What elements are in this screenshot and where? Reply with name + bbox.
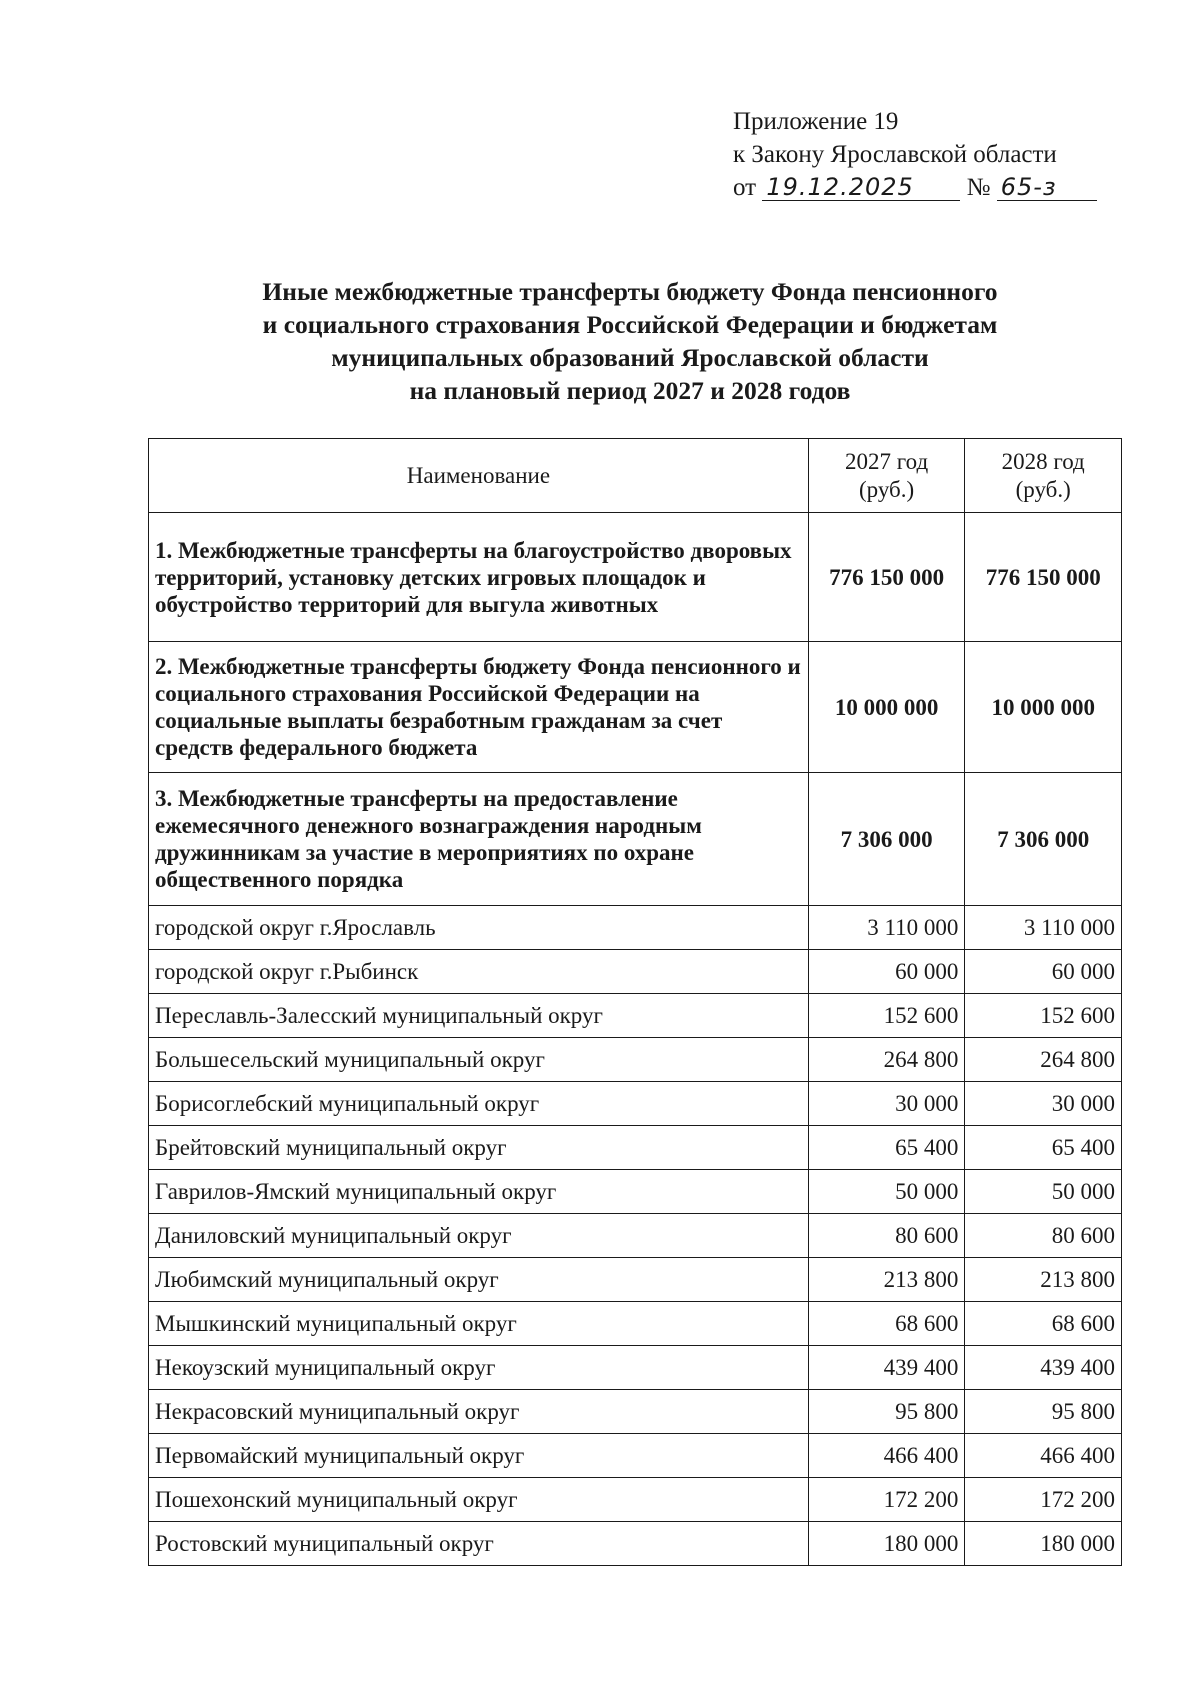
header-year-2028 (965, 439, 1122, 513)
section-amount-2028: 10 000 000 (965, 642, 1122, 773)
table-row (149, 1478, 1122, 1522)
title-line-4: на плановый период 2027 и 2028 годов (409, 376, 851, 405)
amount-2027: 30 000 (808, 1082, 965, 1126)
section-row (149, 773, 1122, 906)
amount-2028: 466 400 (965, 1434, 1122, 1478)
amount-2028: 50 000 (965, 1170, 1122, 1214)
section-amount-2028: 7 306 000 (965, 773, 1122, 906)
municipality-name: городской округ г.Рыбинск (149, 950, 809, 994)
amount-2028: 68 600 (965, 1302, 1122, 1346)
handwritten-date: 19.12.2025 (762, 174, 960, 201)
header-year-2027-label: 2027 год (845, 448, 929, 474)
municipality-name: Гаврилов-Ямский муниципальный округ (149, 1170, 809, 1214)
amount-2028: 213 800 (965, 1258, 1122, 1302)
amount-2027: 3 110 000 (808, 906, 965, 950)
municipality-name: городской округ г.Ярославль (149, 906, 809, 950)
table-row (149, 1082, 1122, 1126)
municipality-name: Пошехонский муниципальный округ (149, 1478, 809, 1522)
section-name: 1. Межбюджетные трансферты на благоустройство дворовых территорий, установку детских игровых площадок и обустройство территорий для выгула животных (149, 513, 809, 642)
amount-2027: 466 400 (808, 1434, 965, 1478)
amount-2027: 439 400 (808, 1346, 965, 1390)
municipality-name: Даниловский муниципальный округ (149, 1214, 809, 1258)
amount-2028: 152 600 (965, 994, 1122, 1038)
table-row (149, 1126, 1122, 1170)
appendix-number: Приложение 19 (733, 108, 899, 135)
amount-2027: 172 200 (808, 1478, 965, 1522)
amount-2028: 65 400 (965, 1126, 1122, 1170)
appendix-date-line (733, 171, 1097, 204)
table-row (149, 1214, 1122, 1258)
from-label: от (733, 174, 757, 201)
table-row (149, 1170, 1122, 1214)
header-year-2028-label: 2028 год (1001, 448, 1085, 474)
number-sign: № (966, 174, 991, 201)
amount-2028: 180 000 (965, 1522, 1122, 1566)
section-amount-2027: 10 000 000 (808, 642, 965, 773)
municipality-name: Первомайский муниципальный округ (149, 1434, 809, 1478)
amount-2027: 80 600 (808, 1214, 965, 1258)
table-row (149, 1302, 1122, 1346)
section-name: 2. Межбюджетные трансферты бюджету Фонда пенсионного и социального страхования Российской Федерации на социальные выплаты безработным гражданам за счет средств федерального бюджета (149, 642, 809, 773)
municipality-name: Брейтовский муниципальный округ (149, 1126, 809, 1170)
municipality-name: Большесельский муниципальный округ (149, 1038, 809, 1082)
document-title (150, 275, 1110, 407)
municipality-name: Переславль-Залесский муниципальный округ (149, 994, 809, 1038)
table-row (149, 1258, 1122, 1302)
title-line-2: и социального страхования Российской Федерации и бюджетам (262, 310, 998, 339)
section-amount-2028: 776 150 000 (965, 513, 1122, 642)
title-line-1: Иные межбюджетные трансферты бюджету Фонда пенсионного (262, 277, 998, 306)
municipality-name: Борисоглебский муниципальный округ (149, 1082, 809, 1126)
section-name: 3. Межбюджетные трансферты на предоставление ежемесячного денежного вознаграждения народным дружинникам за участие в мероприятиях по охране общественного порядка (149, 773, 809, 906)
amount-2027: 68 600 (808, 1302, 965, 1346)
appendix-block (733, 105, 1097, 204)
amount-2027: 213 800 (808, 1258, 965, 1302)
section-amount-2027: 776 150 000 (808, 513, 965, 642)
table-row (149, 950, 1122, 994)
header-year-2028-unit: (руб.) (1015, 476, 1071, 502)
amount-2028: 80 600 (965, 1214, 1122, 1258)
municipality-name: Некоузский муниципальный округ (149, 1346, 809, 1390)
transfers-table (148, 438, 1122, 1566)
amount-2028: 172 200 (965, 1478, 1122, 1522)
section-row (149, 642, 1122, 773)
header-name: Наименование (149, 439, 809, 513)
amount-2028: 30 000 (965, 1082, 1122, 1126)
table-row (149, 994, 1122, 1038)
amount-2027: 65 400 (808, 1126, 965, 1170)
municipality-name: Мышкинский муниципальный округ (149, 1302, 809, 1346)
table-row (149, 1038, 1122, 1082)
table-row (149, 1434, 1122, 1478)
table-row (149, 906, 1122, 950)
amount-2027: 152 600 (808, 994, 965, 1038)
amount-2028: 95 800 (965, 1390, 1122, 1434)
amount-2028: 264 800 (965, 1038, 1122, 1082)
title-line-3: муниципальных образований Ярославской области (331, 343, 929, 372)
amount-2028: 3 110 000 (965, 906, 1122, 950)
amount-2027: 180 000 (808, 1522, 965, 1566)
municipality-name: Ростовский муниципальный округ (149, 1522, 809, 1566)
header-year-2027 (808, 439, 965, 513)
table-row (149, 1346, 1122, 1390)
amount-2028: 439 400 (965, 1346, 1122, 1390)
municipality-name: Любимский муниципальный округ (149, 1258, 809, 1302)
header-year-2027-unit: (руб.) (859, 476, 915, 502)
table-header-row (149, 439, 1122, 513)
amount-2028: 60 000 (965, 950, 1122, 994)
amount-2027: 264 800 (808, 1038, 965, 1082)
amount-2027: 95 800 (808, 1390, 965, 1434)
table-row (149, 1390, 1122, 1434)
appendix-law-reference: к Закону Ярославской области (733, 141, 1057, 168)
section-row (149, 513, 1122, 642)
section-amount-2027: 7 306 000 (808, 773, 965, 906)
municipality-name: Некрасовский муниципальный округ (149, 1390, 809, 1434)
amount-2027: 60 000 (808, 950, 965, 994)
handwritten-number: 65-з (997, 174, 1097, 201)
table-row (149, 1522, 1122, 1566)
amount-2027: 50 000 (808, 1170, 965, 1214)
